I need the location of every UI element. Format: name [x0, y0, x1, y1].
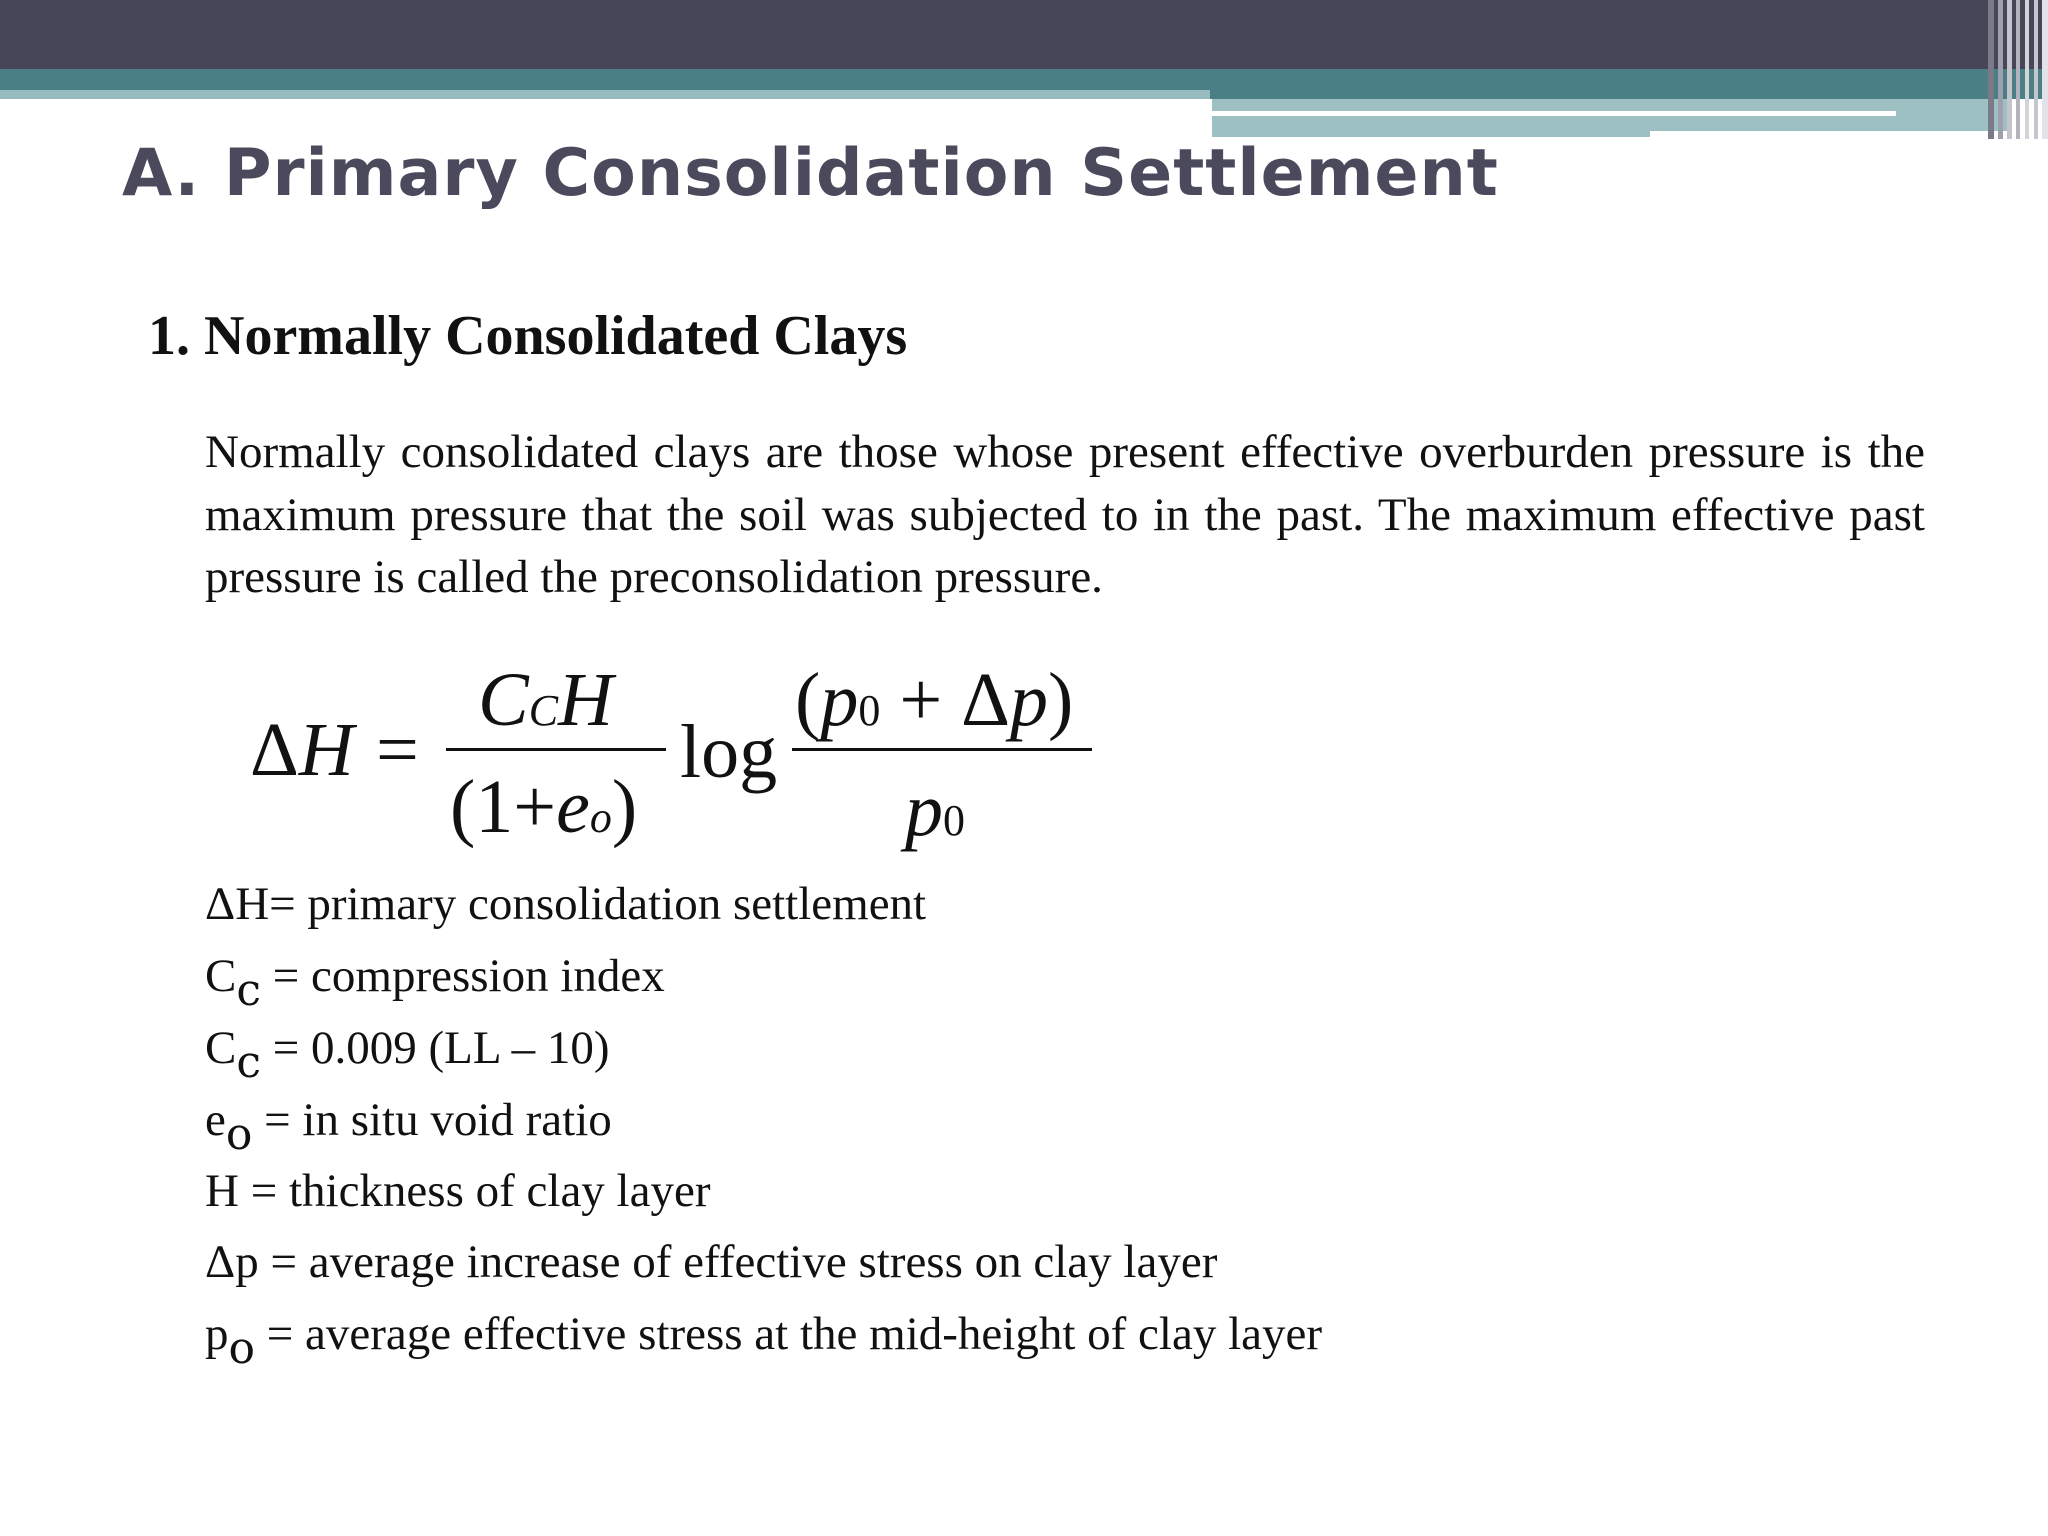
definition-item: [205, 1226, 1705, 1298]
definition-item: [205, 1156, 1705, 1226]
header-stripe: [2016, 0, 2020, 139]
definition-paragraph: Normally consolidated clays are those whose present effective overburden pressure is the maximum pressure that the soil was subjected to in the past. The maximum effective past pressure is called the preconsolidation pressure.: [205, 426, 1925, 603]
definition-item: [205, 1298, 1705, 1374]
slide-title: A. Primary Consolidation Settlement: [122, 136, 1499, 211]
definition-symbol: H: [205, 1165, 239, 1217]
definition-symbol: ΔH: [205, 878, 270, 930]
definition-text: = 0.009 (LL – 10): [261, 1022, 610, 1074]
header-band-dark: [0, 0, 2048, 69]
fraction-bar-1: [446, 748, 666, 751]
header-stripe: [2034, 0, 2038, 139]
header-stripe: [1988, 0, 1994, 139]
settlement-formula: [250, 645, 1120, 875]
header-stripe: [1998, 0, 2003, 139]
header-band-cut: [1650, 131, 2012, 139]
definition-text: = thickness of clay layer: [238, 1165, 711, 1217]
formula-p: p: [1010, 658, 1049, 742]
formula-paren-close: ): [611, 765, 638, 849]
formula-h: H: [558, 658, 613, 742]
definition-item: [205, 1012, 1705, 1088]
formula-cc: C: [478, 658, 529, 742]
formula-cc-sub: C: [528, 686, 559, 735]
formula-var-h: H: [298, 708, 354, 792]
header-band-white-left: [0, 99, 1212, 139]
definition-symbol: C: [205, 950, 237, 1002]
header-stripe: [2025, 0, 2029, 139]
formula-den-p0: p: [905, 768, 943, 852]
formula-plus-delta: + Δ: [880, 658, 1011, 742]
fraction-bar-2: [792, 748, 1092, 751]
formula-numerator-1: [478, 655, 613, 756]
formula-paren-open-2: (: [795, 658, 821, 742]
definition-symbol: C: [205, 1022, 237, 1074]
definition-item: [205, 1084, 1705, 1160]
section-heading: 1. Normally Consolidated Clays: [148, 305, 908, 367]
formula-e: e: [556, 765, 590, 849]
definition-text: = compression index: [261, 950, 665, 1002]
definition-item: [205, 940, 1705, 1016]
definition-subscript: c: [236, 1037, 262, 1088]
formula-delta: Δ: [250, 708, 299, 792]
formula-paren-open: (1+: [450, 765, 557, 849]
formula-denominator-2: [905, 765, 965, 866]
formula-paren-close-2: ): [1048, 658, 1074, 742]
header-stripe: [2042, 0, 2048, 139]
definition-text: = average effective stress at the mid-height of clay layer: [255, 1308, 1323, 1360]
formula-e-sub: o: [589, 793, 612, 842]
header-band-light-left: [0, 90, 1210, 99]
definitions-list: [205, 868, 1705, 1374]
formula-p0-sub: 0: [858, 686, 881, 735]
definition-symbol: e: [205, 1094, 226, 1146]
formula-den-p0-sub: 0: [943, 796, 965, 845]
formula-equals: =: [376, 708, 419, 792]
definition-symbol: Δp: [205, 1236, 259, 1288]
definition-item: [205, 868, 1705, 940]
formula-denominator-1: [450, 762, 637, 863]
definition-text: = average increase of effective stress on clay layer: [258, 1236, 1218, 1288]
formula-numerator-2: [795, 655, 1073, 756]
definition-subscript: o: [228, 1323, 255, 1374]
formula-lhs: [250, 705, 354, 795]
definition-text: = primary consolidation settlement: [269, 878, 927, 930]
formula-log: log: [680, 710, 778, 794]
header-band-line: [1212, 111, 1896, 116]
definition-symbol: p: [205, 1308, 229, 1360]
formula-p0: p: [820, 658, 859, 742]
header-stripe: [2007, 0, 2012, 139]
definition-subscript: c: [236, 965, 262, 1016]
definition-subscript: o: [225, 1109, 253, 1160]
definition-text: = in situ void ratio: [252, 1094, 612, 1146]
